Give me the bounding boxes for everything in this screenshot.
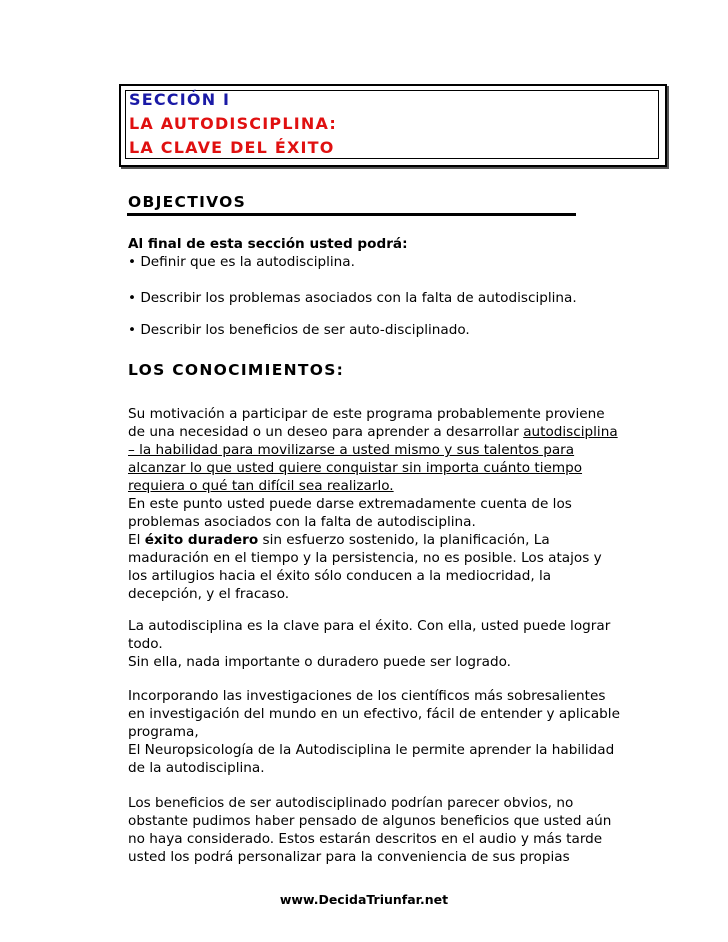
paragraph-line: El éxito duradero sin esfuerzo sostenido, la planificación, La [128, 532, 550, 548]
footer-website-link[interactable]: www.DecidaTriunfar.net [279, 892, 449, 907]
paragraph-line-underlined: – la habilidad para movilizarse a usted mismo y sus talentos para [128, 442, 575, 458]
paragraph-line: en investigación del mundo en un efectivo, fácil de entender y aplicable [128, 706, 620, 722]
objective-item: • Describir los beneficios de ser auto-disciplinado. [128, 322, 470, 338]
exito-duradero-bold: éxito duradero [144, 532, 259, 548]
objective-item: • Describir los problemas asociados con la falta de autodisciplina. [128, 290, 577, 306]
paragraph-line: los artilugios hacia el éxito sólo conducen a la mediocridad, la [128, 568, 552, 584]
section-title-line-1: LA AUTODISCIPLINA: [129, 114, 337, 133]
paragraph-line: no haya considerado. Estos estarán descritos en el audio y más tarde [128, 831, 603, 847]
paragraph-research [128, 687, 688, 777]
paragraph-line: En este punto usted puede darse extremadamente cuenta de los [128, 496, 572, 512]
section-title-line-2: LA CLAVE DEL ÉXITO [129, 138, 335, 157]
paragraph-line: Los beneficios de ser autodisciplinado podrían parecer obvios, no [128, 795, 574, 811]
paragraph-key-to-success [128, 617, 688, 671]
paragraph-line: de una necesidad o un deseo para aprender a desarrollar autodisciplina [128, 424, 618, 440]
knowledge-heading: LOS CONOCIMIENTOS: [128, 361, 345, 379]
paragraph-line: La autodisciplina es la clave para el éxito. Con ella, usted puede lograr [128, 618, 611, 634]
paragraph-line: decepción, y el fracaso. [128, 586, 290, 602]
paragraph-line: Sin ella, nada importante o duradero puede ser logrado. [128, 654, 511, 670]
objectives-underline-rule [127, 213, 576, 216]
paragraph-line: El Neuropsicología de la Autodisciplina le permite aprender la habilidad [128, 742, 615, 758]
autodisciplina-underlined: autodisciplina [523, 424, 618, 440]
paragraph-line-underlined: alcanzar lo que usted quiere conquistar sin importa cuánto tiempo [128, 460, 583, 476]
paragraph-line: usted los podrá personalizar para la conveniencia de sus propias [128, 849, 570, 865]
section-number: SECCIÓN I [129, 90, 231, 109]
paragraph-line: problemas asociados con la falta de autodisciplina. [128, 514, 476, 530]
paragraph-line: maduración en el tiempo y la persistencia, no es posible. Los atajos y [128, 550, 602, 566]
paragraph-line: obstante pudimos haber pensado de algunos beneficios que usted aún [128, 813, 612, 829]
paragraph-line: programa, [128, 724, 199, 740]
objective-item: • Definir que es la autodisciplina. [128, 254, 355, 270]
paragraph-line: de la autodisciplina. [128, 760, 265, 776]
paragraph-motivation [128, 405, 688, 603]
objectives-intro: Al final de esta sección usted podrá: [128, 236, 408, 252]
paragraph-line-underlined: requiera o qué tan difícil sea realizarlo. [128, 478, 394, 494]
paragraph-line: todo. [128, 636, 163, 652]
objectives-heading: OBJECTIVOS [128, 193, 247, 211]
paragraph-line: Incorporando las investigaciones de los científicos más sobresalientes [128, 688, 606, 704]
paragraph-benefits [128, 794, 688, 866]
section-title-box [119, 84, 667, 167]
paragraph-line: Su motivación a participar de este programa probablemente proviene [128, 406, 605, 422]
